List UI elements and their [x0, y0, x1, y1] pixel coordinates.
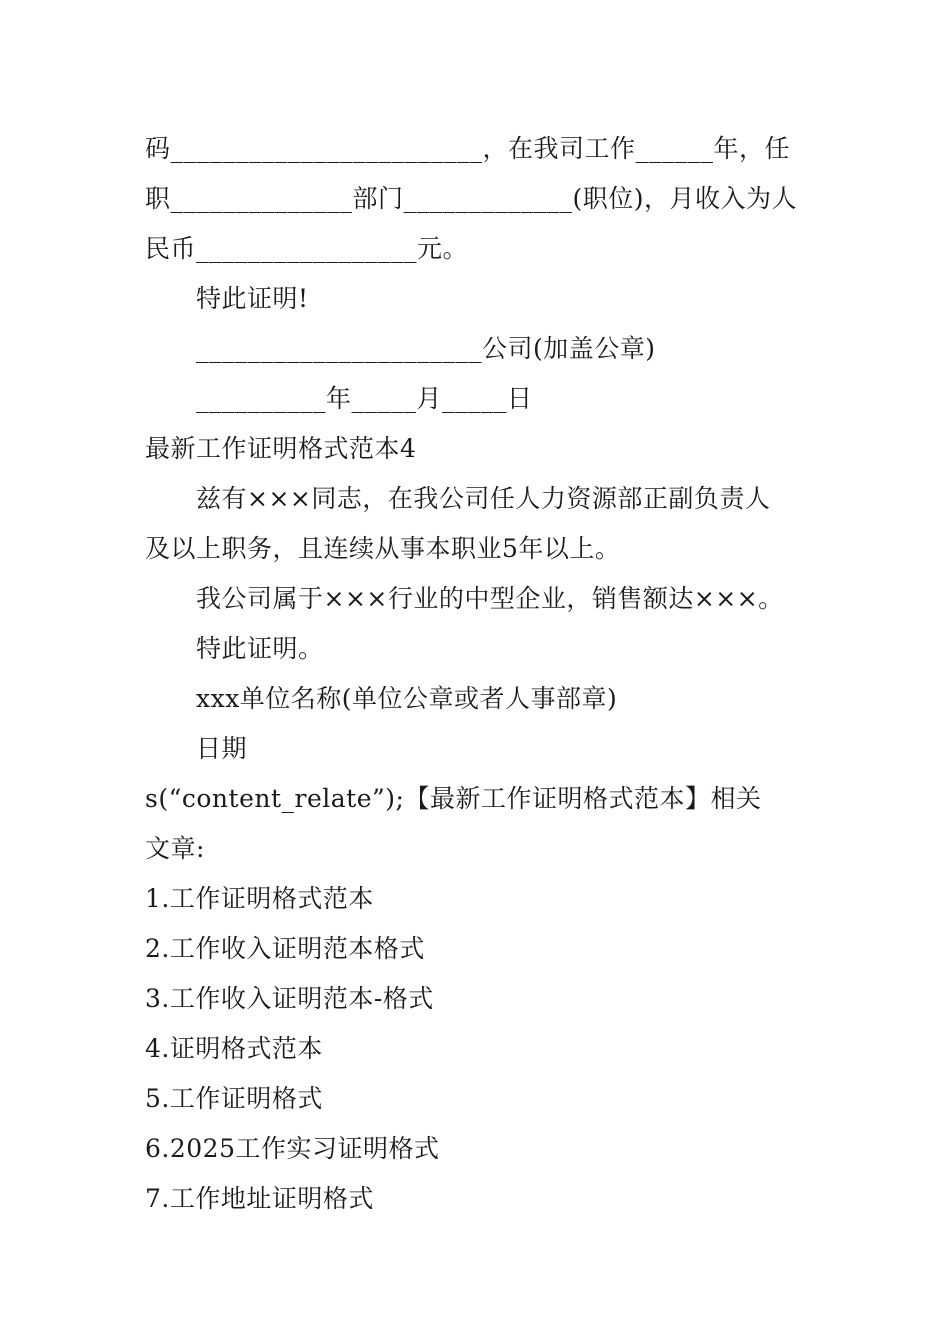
- company-seal-line: ______________________公司(加盖公章): [196, 334, 656, 363]
- paragraph-line: 职______________部门_____________(职位)，月收入为人: [145, 184, 798, 213]
- related-article-link[interactable]: 2.工作收入证明范本格式: [145, 934, 425, 963]
- paragraph-line: 码________________________，在我司工作______年，任: [145, 134, 791, 163]
- related-articles-heading-cont: 文章:: [145, 834, 205, 863]
- paragraph-line: 民币_________________元。: [145, 234, 469, 263]
- related-article-link[interactable]: 6.2025工作实习证明格式: [145, 1134, 440, 1163]
- unit-name-line: xxx单位名称(单位公章或者人事部章): [196, 684, 618, 713]
- related-articles-heading: s(“content_relate”);【最新工作证明格式范本】相关: [145, 784, 762, 813]
- date-label: 日期: [196, 734, 248, 763]
- date-line: __________年_____月_____日: [196, 384, 533, 413]
- related-article-link[interactable]: 3.工作收入证明范本-格式: [145, 984, 434, 1013]
- related-article-link[interactable]: 4.证明格式范本: [145, 1034, 323, 1063]
- paragraph-line: 我公司属于×××行业的中型企业，销售额达×××。: [196, 584, 784, 613]
- certify-line: 特此证明!: [196, 284, 309, 313]
- related-article-link[interactable]: 1.工作证明格式范本: [145, 884, 374, 913]
- certify-line: 特此证明。: [196, 634, 324, 663]
- related-article-link[interactable]: 7.工作地址证明格式: [145, 1184, 374, 1213]
- paragraph-line: 及以上职务，且连续从事本职业5年以上。: [145, 534, 621, 563]
- related-article-link[interactable]: 5.工作证明格式: [145, 1084, 323, 1113]
- section-heading: 最新工作证明格式范本4: [145, 434, 417, 463]
- paragraph-line: 兹有×××同志，在我公司任人力资源部正副负责人: [196, 484, 771, 513]
